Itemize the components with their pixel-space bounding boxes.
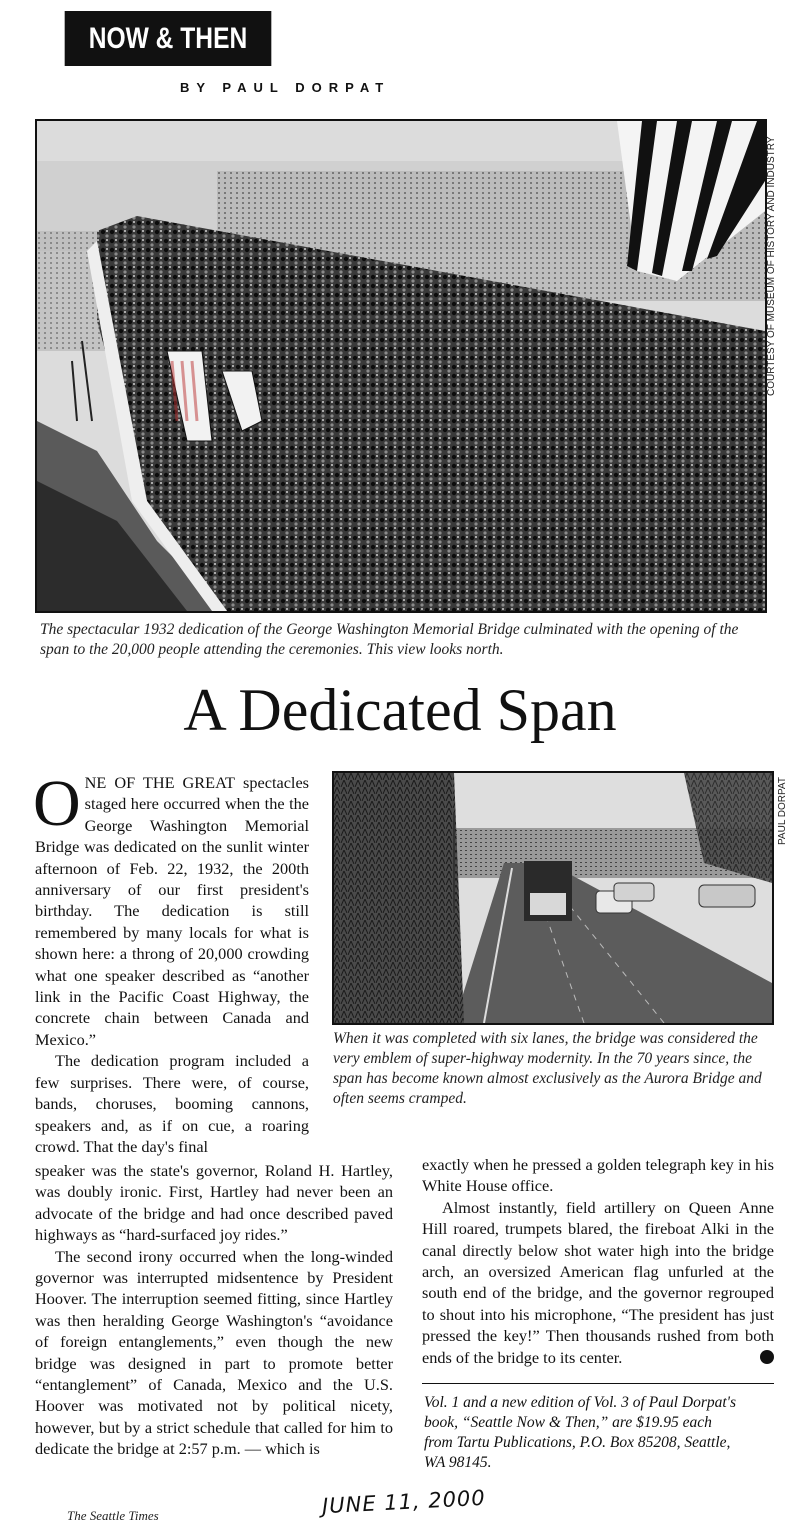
bridge-crowd-image [37,121,765,611]
paragraph-3: The second irony occurred when the long-winded governor was interrupted midsentence by President Hoover. The interruption seemed fitting, since Hartley was then heralding George Washington's “avoidance of foreign entanglements,” even though the new bridge was designed in part to promote better “entanglement” of Canada, Mexico and the U.S. Hoover was motivated not by political nicety, however, but by a strict schedule that called for him to dedicate the bridge at 2:57 p.m. — which is [35,1246,393,1459]
book-info: Vol. 1 and a new edition of Vol. 3 of Paul Dorpat's book, “Seattle Now & Then,” are $19.95 each from Tartu Publications, P.O. Box 85208, Seattle, WA 98145. [424,1394,737,1471]
paragraph-2a: The dedication program included a few surprises. There were, of course, bands, choruses, booming cannons, speakers and, as if on cue, a roaring crowd. That the day's final [35,1051,309,1156]
section-banner [65,11,272,66]
handwritten-date: JUNE 11, 2000 [321,1485,487,1519]
side-photo-caption: When it was completed with six lanes, the bridge was considered the very emblem of super-highway modernity. In the 70 years since, the span has become known almost exclusively as the Aurora Bridge and often seems cramped. [333,1030,762,1107]
side-photo [332,771,774,1025]
lede: NE OF THE GREAT [84,773,236,792]
paragraph-1-text: spectacles staged here occurred when the the George Washington Memorial Bridge was dedicated on the sunlit winter afternoon of Feb. 22, 1932, the 200th anniversary of our first president's birthday. The dedication is still remembered by many locals for what is shown here: a throng of 20,000 crowding what one speaker described as “another link in the Pacific Coast Highway, the concrete chain between Canada and Mexico.” [35,773,310,1049]
top-photo-caption: The spectacular 1932 dedication of the George Washington Memorial Bridge culminated with the opening of the span to the 20,000 people attending the ceremonies. This view looks north. [40,621,739,658]
highway-bridge-image [334,773,772,1023]
publication-footer: The Seattle Times [67,1508,159,1523]
banner-label: NOW & THEN [88,21,248,55]
divider-rule [422,1383,774,1384]
top-photo-credit: COURTESY OF MUSEUM OF HISTORY AND INDUSTRY [766,136,777,396]
paragraph-2b: speaker was the state's governor, Roland H. Hartley, was doubly ironic. First, Hartley had never been an advocate of the bridge and had once described paved highways as “hard-surfaced joy rides.” [35,1161,393,1245]
side-photo-credit: PAUL DORPAT [777,777,788,845]
article-column-left-bottom [35,1160,393,1460]
end-mark-icon: P [760,1350,774,1364]
paragraph-3-continued: exactly when he pressed a golden telegraph key in his White House office. [422,1155,774,1196]
article-column-left-top [33,767,310,1157]
paragraph-4-text: Almost instantly, field artillery on Queen Anne Hill roared, trumpets blared, the fireboat Alki in the canal directly below shot water high into the bridge arch, an oversized American flag unfurled at the south end of the bridge, and the governor regrouped to shout into his microphone, “The president has just pressed the key!” Then thousands rushed from both ends of the bridge to its center. [422,1197,774,1367]
paragraph-4 [422,1197,787,1368]
article-column-right [422,1154,787,1368]
top-photo [35,119,767,613]
paragraph-1 [33,767,310,1050]
headline: A Dedicated Span [183,677,617,743]
drop-cap: O [33,767,81,840]
byline: BY PAUL DORPAT [180,80,391,95]
